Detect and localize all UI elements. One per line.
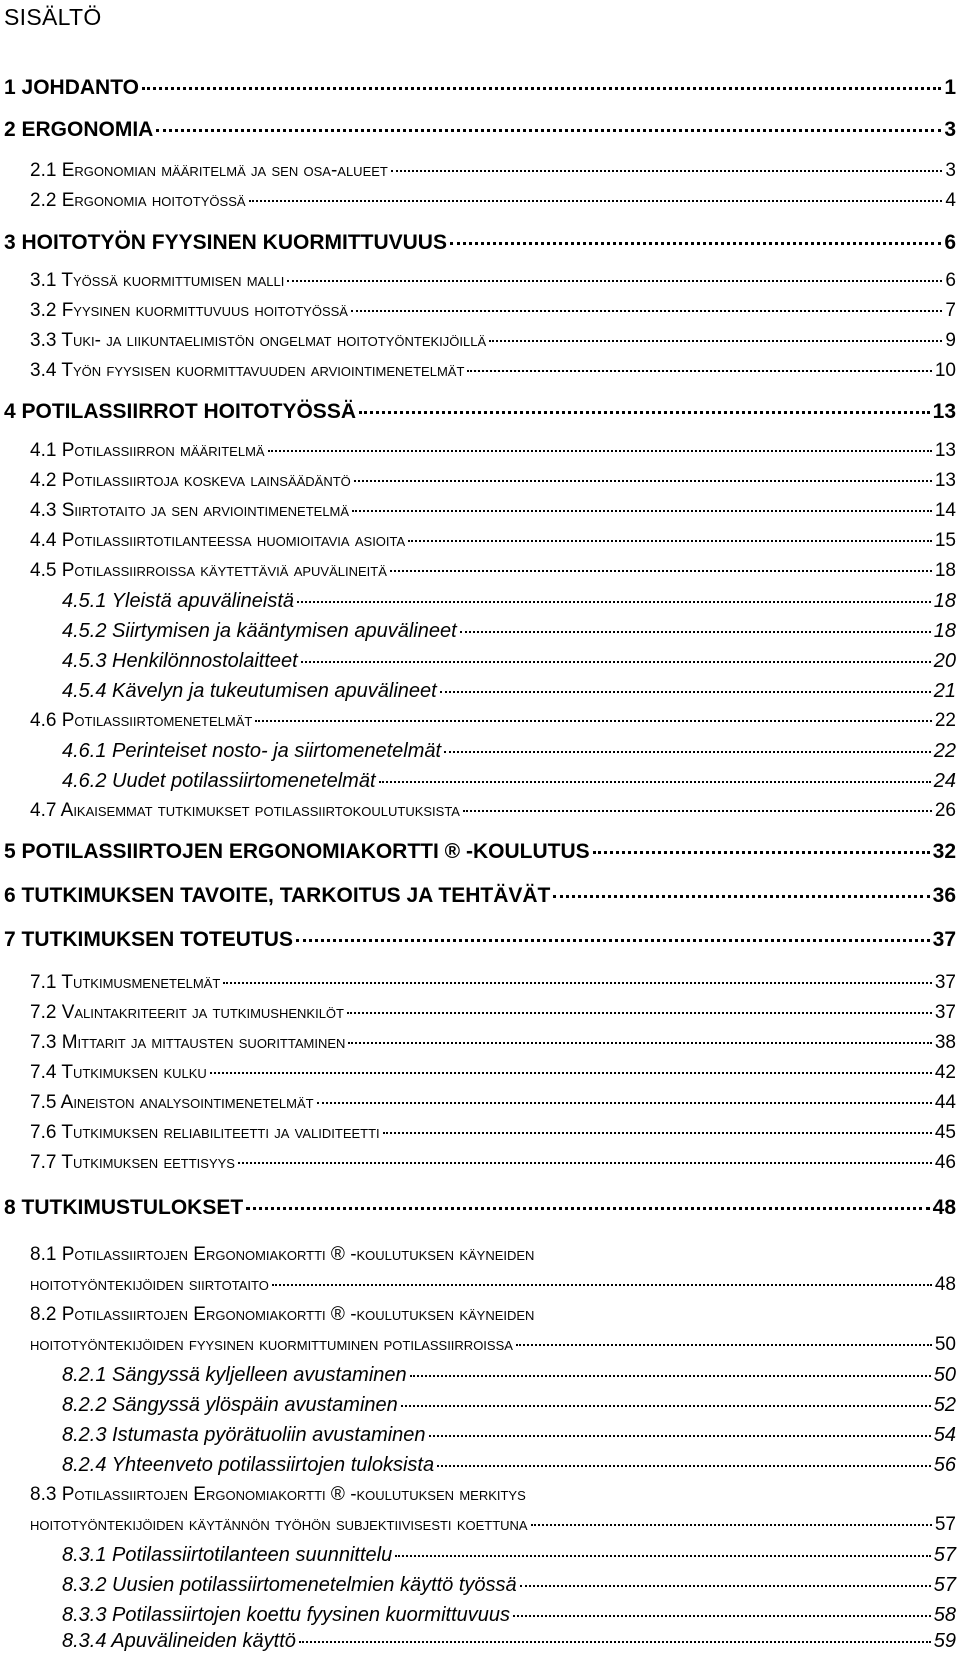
toc-entry-text: hoitotyöntekijöiden siirtotaito xyxy=(30,1274,269,1295)
toc-entry-text: 4.3 Siirtotaito ja sen arviointimenetelmä xyxy=(30,500,350,521)
toc-entry-4-5-2[interactable] xyxy=(62,620,956,643)
dot-leader xyxy=(463,810,932,812)
toc-entry-page: 36 xyxy=(932,884,956,907)
toc-entry-page: 46 xyxy=(934,1152,956,1173)
toc-entry-7-3[interactable] xyxy=(30,1032,956,1054)
toc-entry-4-5-1[interactable] xyxy=(62,590,956,613)
dot-leader xyxy=(347,1012,932,1014)
toc-entry-text: 4.6 Potilassiirtomenetelmät xyxy=(30,710,253,731)
toc-entry-page: 38 xyxy=(934,1032,956,1053)
toc-entry-3[interactable] xyxy=(4,231,956,255)
toc-entry-page: 21 xyxy=(933,680,956,702)
toc-entry-text: 7.2 Valintakriteerit ja tutkimushenkilöt xyxy=(30,1002,344,1023)
toc-entry-page: 15 xyxy=(934,530,956,551)
dot-leader xyxy=(301,661,931,663)
toc-entry-8-3[interactable] xyxy=(30,1514,956,1536)
dot-leader xyxy=(531,1524,932,1526)
toc-entry-text: 6 TUTKIMUKSEN TAVOITE, TARKOITUS JA TEHTÄVÄT xyxy=(4,884,551,907)
dot-leader xyxy=(246,1207,929,1210)
dot-leader xyxy=(142,87,941,90)
toc-entry-page: 9 xyxy=(945,330,956,351)
toc-entry-4-5-4[interactable] xyxy=(62,680,956,703)
dot-leader xyxy=(489,340,942,342)
toc-entry-2-2[interactable] xyxy=(30,190,956,212)
toc-entry-text: 7.1 Tutkimusmenetelmät xyxy=(30,972,221,993)
toc-entry-8-3-4[interactable] xyxy=(62,1630,956,1653)
dot-leader xyxy=(223,982,932,984)
dot-leader xyxy=(429,1435,931,1437)
dot-leader xyxy=(297,601,931,603)
toc-entry-text: 4.5.1 Yleistä apuvälineistä xyxy=(62,590,295,612)
toc-entry-8-3-2[interactable] xyxy=(62,1574,956,1597)
toc-entry-4-7[interactable] xyxy=(30,800,956,822)
toc-entry-text: 5 POTILASSIIRTOJEN ERGONOMIAKORTTI ® -KOULUTUS xyxy=(4,840,590,863)
toc-entry-page: 50 xyxy=(934,1334,956,1355)
toc-entry-4-6-1[interactable] xyxy=(62,740,956,763)
toc-entry-page: 4 xyxy=(945,190,956,211)
toc-entry-page: 18 xyxy=(934,560,956,581)
toc-entry-page: 3 xyxy=(945,160,956,181)
toc-entry-page: 48 xyxy=(932,1196,956,1219)
dot-leader xyxy=(410,1375,931,1377)
toc-entry-page: 18 xyxy=(933,590,956,612)
toc-entry-text: 4.5.2 Siirtymisen ja kääntymisen apuvälineet xyxy=(62,620,457,642)
dot-leader xyxy=(238,1162,932,1164)
toc-entry-3-1[interactable] xyxy=(30,270,956,292)
toc-entry-8-2-1[interactable] xyxy=(62,1364,956,1387)
dot-leader xyxy=(593,851,930,854)
toc-entry-3-3[interactable] xyxy=(30,330,956,352)
toc-entry-page: 13 xyxy=(932,400,956,423)
toc-entry-page: 56 xyxy=(933,1454,956,1476)
toc-entry-5[interactable] xyxy=(4,840,956,864)
dot-leader xyxy=(255,720,932,722)
toc-entry-page: 13 xyxy=(934,470,956,491)
toc-entry-text: 4.6.2 Uudet potilassiirtomenetelmät xyxy=(62,770,376,792)
toc-entry-4-5-3[interactable] xyxy=(62,650,956,673)
toc-entry-text: 8.3.2 Uusien potilassiirtomenetelmien käyttö työssä xyxy=(62,1574,517,1596)
toc-entry-4-4[interactable] xyxy=(30,530,956,552)
toc-entry-page: 3 xyxy=(944,118,956,141)
toc-entry-page: 58 xyxy=(933,1604,956,1626)
toc-entry-page: 22 xyxy=(934,710,956,731)
toc-entry-8-1[interactable] xyxy=(30,1274,956,1296)
toc-entry-8-3-line1[interactable]: 8.3 Potilassiirtojen Ergonomiakortti ® -koulutuksen merkitys xyxy=(30,1484,526,1505)
dot-leader xyxy=(516,1344,932,1346)
toc-entry-text: 7 TUTKIMUKSEN TOTEUTUS xyxy=(4,928,293,951)
toc-entry-4-3[interactable] xyxy=(30,500,956,522)
toc-entry-page: 59 xyxy=(933,1630,956,1652)
toc-entry-4-1[interactable] xyxy=(30,440,956,462)
page-title: SISÄLTÖ xyxy=(4,4,102,30)
dot-leader xyxy=(351,310,942,312)
dot-leader xyxy=(210,1072,932,1074)
toc-entry-text: 2.1 Ergonomian määritelmä ja sen osa-alueet xyxy=(30,160,388,181)
toc-entry-text: 8.2.3 Istumasta pyörätuoliin avustaminen xyxy=(62,1424,426,1446)
toc-entry-page: 48 xyxy=(934,1274,956,1295)
toc-entry-1[interactable] xyxy=(4,76,956,100)
dot-leader xyxy=(287,280,942,282)
toc-entry-text: 4.7 Aikaisemmat tutkimukset potilassiirtokoulutuksista xyxy=(30,800,460,821)
dot-leader xyxy=(272,1284,932,1286)
dot-leader xyxy=(467,370,931,372)
dot-leader xyxy=(383,1132,932,1134)
toc-entry-text: 4 POTILASSIIRROT HOITOTYÖSSÄ xyxy=(4,400,356,423)
toc-entry-page: 20 xyxy=(933,650,956,672)
dot-leader xyxy=(156,129,941,132)
toc-entry-text: 7.3 Mittarit ja mittausten suorittaminen xyxy=(30,1032,346,1053)
toc-entry-7-1[interactable] xyxy=(30,972,956,994)
toc-entry-page: 18 xyxy=(933,620,956,642)
toc-entry-4-2[interactable] xyxy=(30,470,956,492)
dot-leader xyxy=(450,242,941,245)
toc-entry-page: 1 xyxy=(944,76,956,99)
dot-leader xyxy=(379,781,931,783)
dot-leader xyxy=(513,1615,931,1617)
toc-entry-page: 6 xyxy=(945,270,956,291)
toc-entry-text: 8.2.2 Sängyssä ylöspäin avustaminen xyxy=(62,1394,398,1416)
toc-entry-text: 8.3.3 Potilassiirtojen koettu fyysinen kuormittuvuus xyxy=(62,1604,510,1626)
toc-entry-7-7[interactable] xyxy=(30,1152,956,1174)
toc-entry-7-2[interactable] xyxy=(30,1002,956,1024)
toc-entry-text: 8 TUTKIMUSTULOKSET xyxy=(4,1196,244,1219)
dot-leader xyxy=(460,631,931,633)
toc-entry-8-2-2[interactable] xyxy=(62,1394,956,1417)
dot-leader xyxy=(354,480,932,482)
dot-leader xyxy=(395,1555,931,1557)
toc-entry-text: 1 JOHDANTO xyxy=(4,76,139,99)
toc-entry-page: 44 xyxy=(934,1092,956,1113)
toc-entry-text: 3.2 Fyysinen kuormittuvuus hoitotyössä xyxy=(30,300,348,321)
toc-entry-text: 8.3.1 Potilassiirtotilanteen suunnittelu xyxy=(62,1544,393,1566)
toc-entry-text: 2.2 Ergonomia hoitotyössä xyxy=(30,190,246,211)
dot-leader xyxy=(317,1102,932,1104)
toc-entry-page: 10 xyxy=(934,360,956,381)
toc-entry-2-1[interactable] xyxy=(30,160,956,182)
dot-leader xyxy=(249,200,943,202)
toc-entry-page: 52 xyxy=(933,1394,956,1416)
toc-entry-page: 37 xyxy=(932,928,956,951)
toc-entry-text: hoitotyöntekijöiden fyysinen kuormittuminen potilassiirroissa xyxy=(30,1334,513,1355)
toc-entry-page: 37 xyxy=(934,1002,956,1023)
toc-entry-page: 13 xyxy=(934,440,956,461)
toc-entry-3-4[interactable] xyxy=(30,360,956,382)
toc-entry-page: 6 xyxy=(944,231,956,254)
dot-leader xyxy=(408,540,932,542)
dot-leader xyxy=(359,411,930,414)
toc-entry-text: hoitotyöntekijöiden käytännön työhön subjektiivisesti koettuna xyxy=(30,1514,528,1535)
toc-entry-text: 3.3 Tuki- ja liikuntaelimistön ongelmat hoitotyöntekijöillä xyxy=(30,330,487,351)
toc-entry-8-3-3[interactable] xyxy=(62,1604,956,1627)
dot-leader xyxy=(553,895,929,898)
toc-entry-8-2-line1[interactable]: 8.2 Potilassiirtojen Ergonomiakortti ® -koulutuksen käyneiden xyxy=(30,1304,535,1325)
toc-entry-8-1-line1[interactable]: 8.1 Potilassiirtojen Ergonomiakortti ® -koulutuksen käyneiden xyxy=(30,1244,535,1265)
toc-entry-text: 7.7 Tutkimuksen eettisyys xyxy=(30,1152,235,1173)
toc-entry-3-2[interactable] xyxy=(30,300,956,322)
toc-entry-text: 4.1 Potilassiirron määritelmä xyxy=(30,440,265,461)
toc-entry-7-5[interactable] xyxy=(30,1092,956,1114)
toc-entry-text: 4.5.4 Kävelyn ja tukeutumisen apuvälineet xyxy=(62,680,437,702)
toc-entry-8[interactable] xyxy=(4,1196,956,1220)
toc-entry-text: 2 ERGONOMIA xyxy=(4,118,154,141)
toc-entry-8-3-1[interactable] xyxy=(62,1544,956,1567)
dot-leader xyxy=(437,1465,931,1467)
toc-entry-4-6-2[interactable] xyxy=(62,770,956,793)
toc-entry-page: 50 xyxy=(933,1364,956,1386)
dot-leader xyxy=(444,751,931,753)
toc-entry-page: 57 xyxy=(933,1574,956,1596)
toc-entry-page: 42 xyxy=(934,1062,956,1083)
toc-entry-text: 7.5 Aineiston analysointimenetelmät xyxy=(30,1092,314,1113)
dot-leader xyxy=(401,1405,931,1407)
dot-leader xyxy=(299,1641,931,1643)
toc-entry-page: 37 xyxy=(934,972,956,993)
toc-entry-text: 7.4 Tutkimuksen kulku xyxy=(30,1062,207,1083)
toc-entry-7-6[interactable] xyxy=(30,1122,956,1144)
toc-entry-page: 57 xyxy=(933,1544,956,1566)
toc-entry-text: 4.5.3 Henkilönnostolaitteet xyxy=(62,650,298,672)
dot-leader xyxy=(348,1042,931,1044)
toc-entry-text: 4.5 Potilassiirroissa käytettäviä apuvälineitä xyxy=(30,560,387,581)
toc-entry-page: 54 xyxy=(933,1424,956,1446)
toc-entry-text: 3 HOITOTYÖN FYYSINEN KUORMITTUVUUS xyxy=(4,231,447,254)
toc-entry-text: 8.3.4 Apuvälineiden käyttö xyxy=(62,1630,296,1652)
toc-entry-text: 3.4 Työn fyysisen kuormittavuuden arviointimenetelmät xyxy=(30,360,465,381)
dot-leader xyxy=(268,450,932,452)
dot-leader xyxy=(391,170,943,172)
toc-entry-4-5[interactable] xyxy=(30,560,956,582)
toc-entry-8-2-3[interactable] xyxy=(62,1424,956,1447)
toc-entry-text: 4.2 Potilassiirtoja koskeva lainsäädäntö xyxy=(30,470,351,491)
dot-leader xyxy=(352,510,932,512)
toc-entry-text: 7.6 Tutkimuksen reliabiliteetti ja validiteetti xyxy=(30,1122,380,1143)
toc-entry-7-4[interactable] xyxy=(30,1062,956,1084)
toc-entry-2[interactable] xyxy=(4,118,956,142)
dot-leader xyxy=(520,1585,931,1587)
toc-entry-8-2-4[interactable] xyxy=(62,1454,956,1477)
dot-leader xyxy=(296,939,930,942)
dot-leader xyxy=(440,691,931,693)
toc-entry-7[interactable] xyxy=(4,928,956,952)
dot-leader xyxy=(390,570,932,572)
toc-entry-text: 3.1 Työssä kuormittumisen malli xyxy=(30,270,285,291)
toc-entry-page: 45 xyxy=(934,1122,956,1143)
toc-entry-page: 7 xyxy=(945,300,956,321)
toc-entry-page: 57 xyxy=(934,1514,956,1535)
toc-entry-4-6[interactable] xyxy=(30,710,956,732)
toc-entry-6[interactable] xyxy=(4,884,956,908)
toc-entry-8-2[interactable] xyxy=(30,1334,956,1356)
toc-entry-page: 22 xyxy=(933,740,956,762)
toc-entry-4[interactable] xyxy=(4,400,956,424)
toc-entry-text: 8.2.4 Yhteenveto potilassiirtojen tuloksista xyxy=(62,1454,435,1476)
toc-entry-text: 4.6.1 Perinteiset nosto- ja siirtomenetelmät xyxy=(62,740,442,762)
toc-entry-page: 14 xyxy=(934,500,956,521)
toc-entry-text: 8.2.1 Sängyssä kyljelleen avustaminen xyxy=(62,1364,407,1386)
toc-entry-text: 4.4 Potilassiirtotilanteessa huomioitavia asioita xyxy=(30,530,406,551)
toc-entry-page: 24 xyxy=(933,770,956,792)
toc-entry-page: 32 xyxy=(932,840,956,863)
toc-entry-page: 26 xyxy=(934,800,956,821)
